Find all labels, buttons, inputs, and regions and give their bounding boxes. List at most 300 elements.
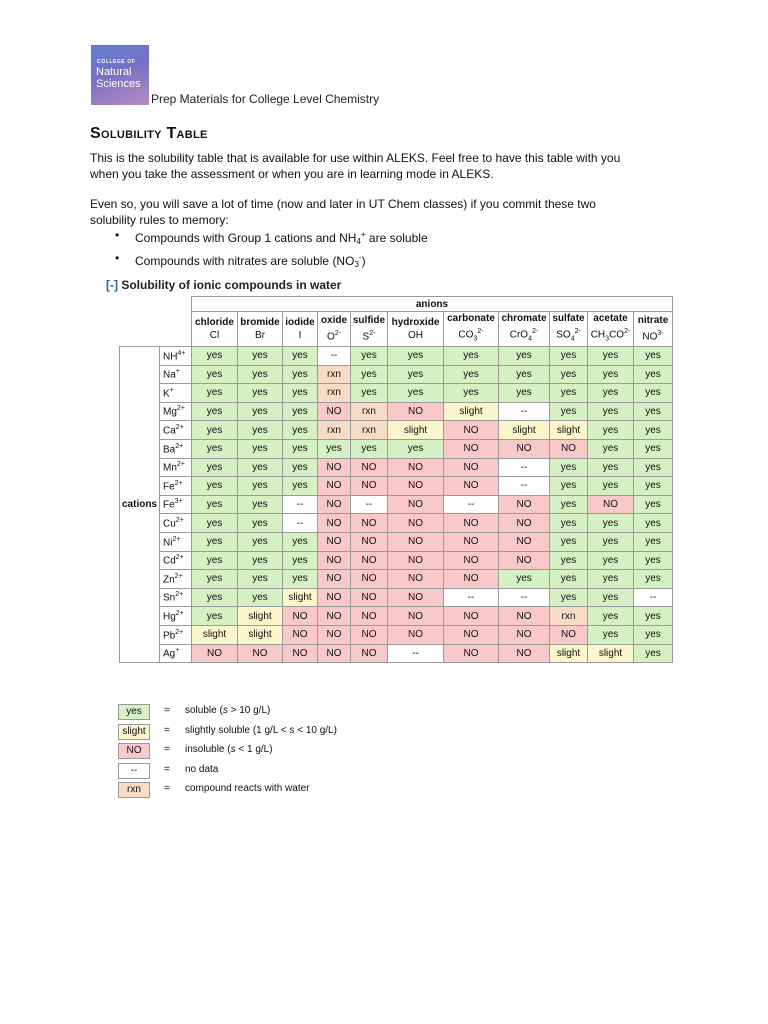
solubility-rules-list	[113, 227, 428, 273]
legend-text-tail: < 1 g/L)	[235, 744, 273, 755]
logo-line-3: Sciences	[96, 78, 141, 90]
solubility-cell: NO	[192, 644, 238, 663]
solubility-cell: yes	[238, 384, 283, 403]
solubility-cell: yes	[238, 514, 283, 533]
solubility-cell: yes	[588, 514, 634, 533]
anion-formula: $O^{2-}$	[326, 330, 341, 343]
solubility-cell: yes	[588, 365, 634, 384]
solubility-cell: yes	[588, 551, 634, 570]
rule-2-subscript: 3	[354, 260, 359, 269]
table-row	[120, 514, 673, 533]
solubility-cell: NO	[550, 439, 588, 458]
anion-name: iodide	[285, 317, 315, 328]
solubility-cell: yes	[192, 514, 238, 533]
solubility-cell: NO	[588, 495, 634, 514]
solubility-cell: NO	[444, 439, 499, 458]
solubility-table	[119, 296, 673, 663]
rule-2-tail: )	[361, 254, 366, 268]
solubility-cell: rxn	[351, 402, 388, 421]
table-row	[120, 347, 673, 366]
cation-label: $Cu^{2+}$	[160, 514, 192, 533]
solubility-cell: NO	[499, 644, 550, 663]
solubility-cell: yes	[283, 477, 318, 496]
anion-name: nitrate	[637, 315, 669, 327]
cation-label: $Cd^{2+}$	[160, 551, 192, 570]
solubility-cell: NO	[499, 514, 550, 533]
cation-label: $Ca^{2+}$	[160, 421, 192, 440]
solubility-cell: NO	[238, 644, 283, 663]
solubility-cell: yes	[238, 439, 283, 458]
solubility-cell: yes	[238, 421, 283, 440]
rule-1-text: Compounds with Group 1 cations and NH	[135, 231, 357, 245]
table-row	[120, 458, 673, 477]
solubility-cell: yes	[192, 570, 238, 589]
cation-label: $Ni^{2+}$	[160, 532, 192, 551]
solubility-cell: yes	[238, 570, 283, 589]
solubility-cell: yes	[351, 365, 388, 384]
anion-formula: CrO$_4^{2-}$	[509, 328, 539, 343]
legend-text: no data	[185, 763, 219, 775]
anion-header-chloride	[192, 312, 238, 347]
anion-formula: $CO_3^{2-}$	[458, 328, 484, 343]
solubility-cell: yes	[550, 477, 588, 496]
solubility-cell: NO	[351, 644, 388, 663]
solubility-cell: yes	[588, 570, 634, 589]
cation-label: $Mg^{2+}$	[160, 402, 192, 421]
solubility-cell: --	[351, 495, 388, 514]
solubility-cell: slight	[238, 625, 283, 644]
anion-formula: Cl	[209, 330, 220, 341]
solubility-cell: yes	[588, 347, 634, 366]
solubility-cell: yes	[238, 347, 283, 366]
table-row	[120, 402, 673, 421]
anion-formula: $NO^{3-}$	[642, 330, 664, 343]
solubility-cell: NO	[388, 458, 444, 477]
solubility-cell: yes	[499, 365, 550, 384]
solubility-cell: yes	[550, 570, 588, 589]
solubility-cell: NO	[444, 570, 499, 589]
cation-label: Ag+	[160, 644, 192, 663]
solubility-cell: yes	[192, 347, 238, 366]
solubility-cell: yes	[588, 588, 634, 607]
solubility-cell: yes	[238, 477, 283, 496]
table-row	[120, 384, 673, 403]
anion-header-bromide	[238, 312, 283, 347]
solubility-cell: NO	[499, 551, 550, 570]
legend-swatch: NO	[118, 743, 150, 759]
solubility-cell: NO	[283, 644, 318, 663]
anion-header-chromate	[499, 312, 550, 347]
solubility-cell: NO	[351, 588, 388, 607]
solubility-cell: rxn	[550, 607, 588, 626]
solubility-cell: NO	[388, 607, 444, 626]
solubility-cell: yes	[388, 384, 444, 403]
solubility-cell: yes	[192, 458, 238, 477]
intro-paragraph	[90, 150, 690, 182]
legend-equals: =	[164, 705, 170, 716]
anion-name: carbonate	[447, 313, 495, 325]
solubility-cell: NO	[388, 477, 444, 496]
solubility-cell: yes	[634, 421, 673, 440]
solubility-cell: NO	[499, 625, 550, 644]
anion-header-oxide	[318, 312, 351, 347]
solubility-cell: yes	[238, 495, 283, 514]
solubility-cell: rxn	[318, 365, 351, 384]
cation-label: $Hg^{2+}$	[160, 607, 192, 626]
table-row	[120, 570, 673, 589]
solubility-cell: yes	[588, 625, 634, 644]
table-row	[120, 644, 673, 663]
solubility-cell: NO	[318, 570, 351, 589]
anion-header-sulfate	[550, 312, 588, 347]
anion-name: chromate	[501, 313, 547, 325]
solubility-cell: slight	[192, 625, 238, 644]
solubility-cell: yes	[634, 607, 673, 626]
solubility-cell: yes	[499, 347, 550, 366]
solubility-cell: NO	[444, 477, 499, 496]
solubility-cell: yes	[238, 588, 283, 607]
solubility-cell: yes	[192, 384, 238, 403]
legend-text-tail: > 10 g/L)	[227, 705, 271, 716]
solubility-cell: yes	[283, 365, 318, 384]
solubility-cell: yes	[550, 514, 588, 533]
solubility-cell: yes	[283, 532, 318, 551]
anion-header-iodide	[283, 312, 318, 347]
cation-label: K+	[160, 384, 192, 403]
solubility-cell: NO	[318, 551, 351, 570]
solubility-cell: --	[499, 588, 550, 607]
table-row	[120, 607, 673, 626]
solubility-cell: NO	[318, 644, 351, 663]
solubility-cell: yes	[351, 384, 388, 403]
solubility-cell: NO	[388, 551, 444, 570]
solubility-cell: slight	[588, 644, 634, 663]
solubility-cell: yes	[588, 421, 634, 440]
solubility-cell: yes	[283, 551, 318, 570]
anion-formula: $CH_3CO^{2-}$	[590, 328, 631, 343]
solubility-cell: --	[499, 402, 550, 421]
solubility-cell: NO	[318, 514, 351, 533]
rule-2-text: Compounds with nitrates are soluble (NO	[135, 254, 355, 268]
legend-description	[185, 705, 270, 716]
table-row	[120, 588, 673, 607]
intro-line-2: when you take the assessment or when you are in learning mode in ALEKS.	[90, 167, 494, 181]
legend-equals: =	[164, 744, 170, 755]
solubility-cell: NO	[444, 644, 499, 663]
anion-name: sulfide	[352, 315, 386, 327]
table-row	[120, 439, 673, 458]
anion-formula: Br	[255, 330, 265, 341]
college-logo	[91, 45, 149, 105]
legend-equals: =	[164, 724, 170, 736]
solubility-cell: yes	[634, 384, 673, 403]
solubility-cell: NO	[388, 588, 444, 607]
solubility-cell: --	[283, 495, 318, 514]
solubility-cell: NO	[351, 570, 388, 589]
legend-text: insoluble (	[185, 744, 231, 755]
logo-line-1: COLLEGE OF	[97, 59, 136, 65]
logo-line-2: Natural	[96, 66, 132, 78]
solubility-cell: NO	[388, 514, 444, 533]
table-row	[120, 421, 673, 440]
solubility-cell: NO	[318, 625, 351, 644]
memo-line-1: Even so, you will save a lot of time (now and later in UT Chem classes) if you commit these two	[90, 197, 596, 211]
solubility-cell: yes	[634, 402, 673, 421]
solubility-cell: NO	[318, 495, 351, 514]
solubility-cell: NO	[351, 607, 388, 626]
legend-variable: s	[230, 744, 236, 755]
solubility-cell: NO	[499, 532, 550, 551]
solubility-cell: yes	[550, 365, 588, 384]
solubility-cell: yes	[588, 532, 634, 551]
solubility-cell: NO	[444, 607, 499, 626]
solubility-cell: NO	[499, 495, 550, 514]
memo-line-2: solubility rules to memory:	[90, 213, 229, 227]
solubility-cell: slight	[283, 588, 318, 607]
solubility-cell: yes	[588, 477, 634, 496]
solubility-cell: yes	[283, 402, 318, 421]
anion-formula: OH	[408, 330, 423, 341]
cations-header: cations	[120, 347, 160, 663]
table-row	[120, 495, 673, 514]
solubility-cell: yes	[634, 514, 673, 533]
rule-1-tail: are soluble	[365, 231, 428, 245]
rule-group1-ammonium	[113, 227, 428, 250]
legend-variable: s	[222, 705, 228, 716]
solubility-cell: NO	[388, 402, 444, 421]
solubility-cell: yes	[634, 551, 673, 570]
legend-description	[185, 783, 310, 794]
legend-variable: s	[289, 724, 295, 736]
solubility-cell: yes	[550, 532, 588, 551]
cation-label: $Sn^{2+}$	[160, 588, 192, 607]
collapse-toggle[interactable]: [-]	[106, 278, 118, 292]
table-heading-text: Solubility of ionic compounds in water	[118, 278, 342, 292]
solubility-cell: yes	[192, 439, 238, 458]
solubility-cell: NO	[499, 607, 550, 626]
solubility-cell: NO	[318, 588, 351, 607]
legend-description	[185, 744, 273, 755]
solubility-cell: NO	[351, 458, 388, 477]
legend-swatch: yes	[118, 704, 150, 720]
legend-text: soluble (	[185, 705, 223, 716]
anion-name: hydroxide	[391, 317, 440, 328]
cation-label: $Fe^{3+}$	[160, 495, 192, 514]
solubility-cell: yes	[238, 402, 283, 421]
prep-materials-text: Prep Materials for College Level Chemistry	[151, 92, 380, 106]
legend-text-tail: < 10 g/L)	[294, 724, 337, 736]
anion-formula: I	[298, 330, 302, 341]
legend-swatch: rxn	[118, 782, 150, 798]
solubility-cell: yes	[192, 477, 238, 496]
legend-description	[185, 725, 337, 736]
solubility-cell: NO	[499, 439, 550, 458]
solubility-cell: yes	[192, 365, 238, 384]
solubility-cell: yes	[499, 384, 550, 403]
legend-description	[185, 764, 218, 775]
solubility-cell: NO	[318, 402, 351, 421]
solubility-cell: yes	[588, 384, 634, 403]
solubility-cell: yes	[444, 347, 499, 366]
solubility-cell: yes	[634, 644, 673, 663]
solubility-cell: NO	[444, 532, 499, 551]
solubility-cell: NO	[318, 458, 351, 477]
solubility-cell: yes	[283, 439, 318, 458]
table-row	[120, 625, 673, 644]
solubility-cell: yes	[634, 347, 673, 366]
table-row	[120, 532, 673, 551]
cation-label: $NH^{4+}$	[160, 347, 192, 366]
cation-label: $Pb^{2+}$	[160, 625, 192, 644]
solubility-cell: rxn	[351, 421, 388, 440]
solubility-cell: yes	[634, 439, 673, 458]
solubility-cell: yes	[388, 365, 444, 384]
solubility-cell: yes	[499, 570, 550, 589]
solubility-cell: --	[499, 458, 550, 477]
solubility-cell: NO	[351, 477, 388, 496]
solubility-cell: slight	[444, 402, 499, 421]
anion-header-carbonate	[444, 312, 499, 347]
solubility-cell: --	[388, 644, 444, 663]
solubility-cell: rxn	[318, 421, 351, 440]
cation-label: Na+	[160, 365, 192, 384]
solubility-cell: yes	[634, 532, 673, 551]
anion-name: bromide	[240, 317, 280, 328]
table-row	[120, 365, 673, 384]
solubility-cell: yes	[634, 458, 673, 477]
rule-1-subscript: 4	[356, 237, 361, 246]
solubility-cell: yes	[444, 384, 499, 403]
solubility-cell: --	[283, 514, 318, 533]
solubility-cell: yes	[238, 458, 283, 477]
solubility-cell: yes	[318, 439, 351, 458]
cation-label: $Zn^{2+}$	[160, 570, 192, 589]
solubility-cell: yes	[634, 625, 673, 644]
solubility-cell: yes	[550, 402, 588, 421]
solubility-cell: --	[499, 477, 550, 496]
anion-header-sulfide	[351, 312, 388, 347]
solubility-cell: rxn	[318, 384, 351, 403]
anion-name: acetate	[593, 313, 628, 325]
solubility-cell: yes	[550, 347, 588, 366]
solubility-cell: yes	[444, 365, 499, 384]
table-row	[120, 551, 673, 570]
legend-text: compound reacts with water	[185, 783, 310, 794]
intro-line-1: This is the solubility table that is available for use within ALEKS. Feel free to have this table with you	[90, 151, 621, 165]
solubility-cell: yes	[388, 439, 444, 458]
solubility-cell: yes	[388, 347, 444, 366]
solubility-cell: yes	[283, 570, 318, 589]
cation-label: $Fe^{2+}$	[160, 477, 192, 496]
rule-2-superscript: -	[358, 253, 362, 262]
solubility-cell: yes	[351, 439, 388, 458]
legend-swatch: --	[118, 763, 150, 779]
solubility-cell: NO	[444, 421, 499, 440]
legend-equals: =	[164, 763, 170, 775]
solubility-cell: yes	[192, 495, 238, 514]
anion-name: sulfate	[552, 313, 585, 325]
solubility-cell: yes	[634, 365, 673, 384]
solubility-cell: NO	[283, 607, 318, 626]
page-title: Solubility Table	[90, 125, 208, 142]
legend-swatch: slight	[118, 724, 150, 740]
solubility-cell: NO	[283, 625, 318, 644]
solubility-cell: yes	[283, 347, 318, 366]
solubility-cell: slight	[499, 421, 550, 440]
anion-name: chloride	[195, 317, 234, 328]
solubility-cell: yes	[192, 421, 238, 440]
anion-header-acetate	[588, 312, 634, 347]
solubility-cell: NO	[351, 625, 388, 644]
solubility-cell: NO	[388, 495, 444, 514]
solubility-cell: slight	[550, 421, 588, 440]
solubility-cell: yes	[192, 588, 238, 607]
solubility-cell: slight	[550, 644, 588, 663]
anion-formula: $SO_4^{2-}$	[556, 328, 581, 343]
legend-text: slightly soluble (1 g/L <	[185, 724, 290, 736]
solubility-cell: --	[318, 347, 351, 366]
solubility-cell: NO	[444, 514, 499, 533]
solubility-cell: --	[444, 588, 499, 607]
solubility-cell: --	[634, 588, 673, 607]
solubility-cell: yes	[588, 439, 634, 458]
solubility-cell: slight	[238, 607, 283, 626]
anion-header-hydroxide	[388, 312, 444, 347]
solubility-cell: NO	[388, 625, 444, 644]
solubility-cell: yes	[588, 402, 634, 421]
anion-name: oxide	[320, 315, 348, 327]
solubility-cell: yes	[550, 551, 588, 570]
solubility-cell: yes	[588, 458, 634, 477]
solubility-cell: NO	[388, 570, 444, 589]
anion-header-nitrate	[634, 312, 673, 347]
legend-equals: =	[164, 783, 170, 794]
solubility-cell: --	[444, 495, 499, 514]
solubility-cell: yes	[550, 495, 588, 514]
rule-1-superscript: +	[360, 230, 366, 239]
solubility-cell: yes	[550, 384, 588, 403]
solubility-cell: yes	[550, 458, 588, 477]
solubility-cell: NO	[351, 532, 388, 551]
solubility-cell: NO	[444, 551, 499, 570]
solubility-cell: yes	[634, 477, 673, 496]
table-heading	[106, 278, 341, 292]
anion-formula: $S^{2-}$	[362, 330, 376, 343]
solubility-cell: yes	[238, 365, 283, 384]
solubility-cell: yes	[634, 570, 673, 589]
solubility-cell: NO	[351, 551, 388, 570]
solubility-cell: yes	[192, 402, 238, 421]
solubility-cell: NO	[318, 477, 351, 496]
solubility-cell: NO	[318, 607, 351, 626]
solubility-cell: yes	[192, 607, 238, 626]
solubility-cell: yes	[192, 532, 238, 551]
table-row	[120, 477, 673, 496]
solubility-cell: slight	[388, 421, 444, 440]
solubility-cell: NO	[351, 514, 388, 533]
memo-paragraph	[90, 196, 690, 228]
solubility-cell: yes	[588, 607, 634, 626]
solubility-cell: NO	[388, 532, 444, 551]
rule-nitrates	[113, 250, 428, 273]
solubility-cell: yes	[634, 495, 673, 514]
solubility-cell: NO	[444, 458, 499, 477]
solubility-cell: yes	[351, 347, 388, 366]
solubility-cell: yes	[283, 421, 318, 440]
solubility-cell: yes	[192, 551, 238, 570]
solubility-cell: yes	[550, 588, 588, 607]
solubility-cell: yes	[283, 384, 318, 403]
